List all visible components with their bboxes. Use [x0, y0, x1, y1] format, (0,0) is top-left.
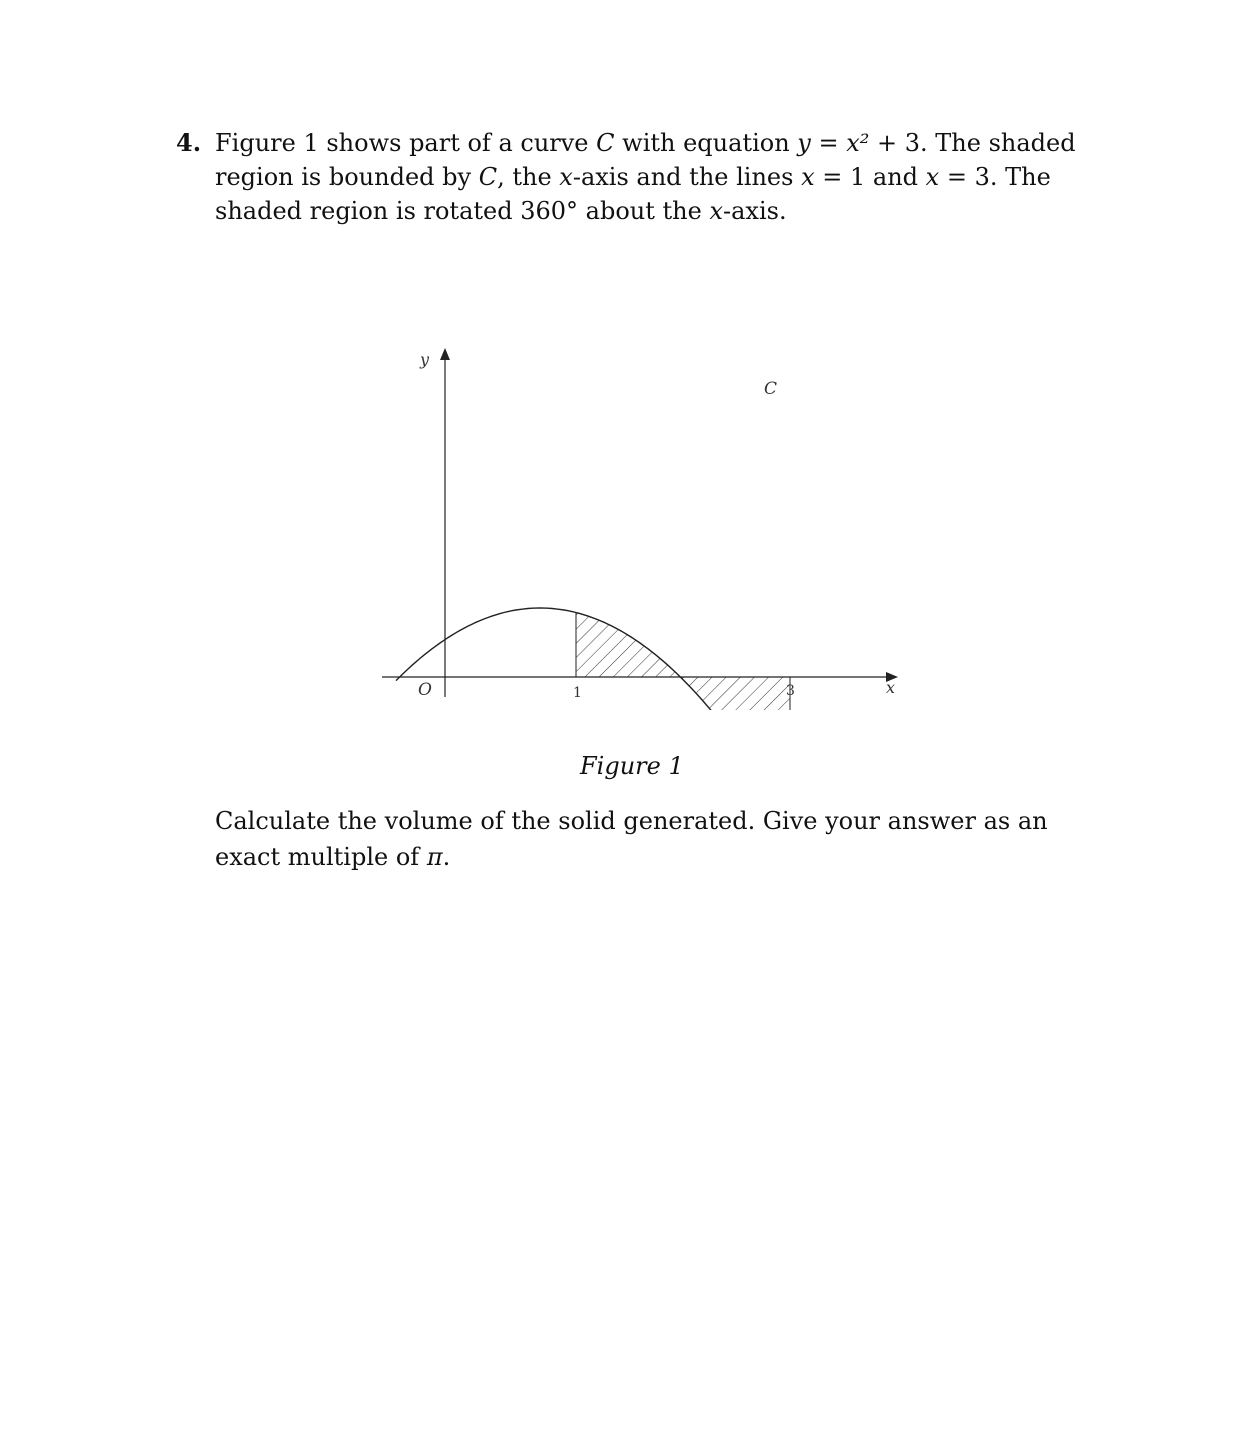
text-part: -axis and the lines	[572, 163, 802, 191]
curve-label: C	[764, 379, 778, 399]
question-text	[215, 126, 1136, 228]
text-part: =	[810, 129, 847, 157]
pi-symbol: π	[426, 843, 443, 871]
x-axis-label: x	[886, 678, 896, 697]
text-part: .	[442, 843, 451, 871]
shaded-region	[576, 613, 790, 711]
y-axis-arrow	[440, 348, 450, 360]
variable-x: x	[801, 163, 815, 191]
instruction-text	[215, 803, 1075, 875]
variable-x: x	[925, 163, 940, 191]
figure-caption: Figure 1	[580, 752, 684, 780]
text-part: Calculate the volume of the solid generated. Give your answer as an exact multiple of	[215, 807, 1048, 871]
y-axis-label: y	[420, 350, 430, 369]
variable-x: x	[709, 197, 723, 225]
curve-symbol: C	[478, 163, 498, 191]
figure-graph	[370, 340, 910, 710]
variable-x: x	[559, 163, 573, 191]
text-part: with equation	[614, 129, 798, 157]
variable-x-squared: x²	[846, 129, 870, 157]
origin-label: O	[418, 680, 432, 700]
text-part: , the	[497, 163, 560, 191]
text-part: = 1 and	[814, 163, 926, 191]
text-part: Figure 1 shows part of a curve	[215, 129, 597, 157]
tick-label-3: 3	[786, 683, 795, 699]
text-part: = 3. The shaded region is rotated 360° about the	[215, 163, 1051, 225]
question-block	[176, 126, 1136, 228]
question-number: 4.	[176, 128, 202, 157]
variable-y: y	[797, 129, 811, 157]
text-part: + 3. The shaded region is bounded by	[215, 129, 1076, 191]
curve-symbol: C	[596, 129, 615, 157]
tick-label-1: 1	[573, 685, 582, 701]
text-part: -axis.	[723, 197, 787, 225]
